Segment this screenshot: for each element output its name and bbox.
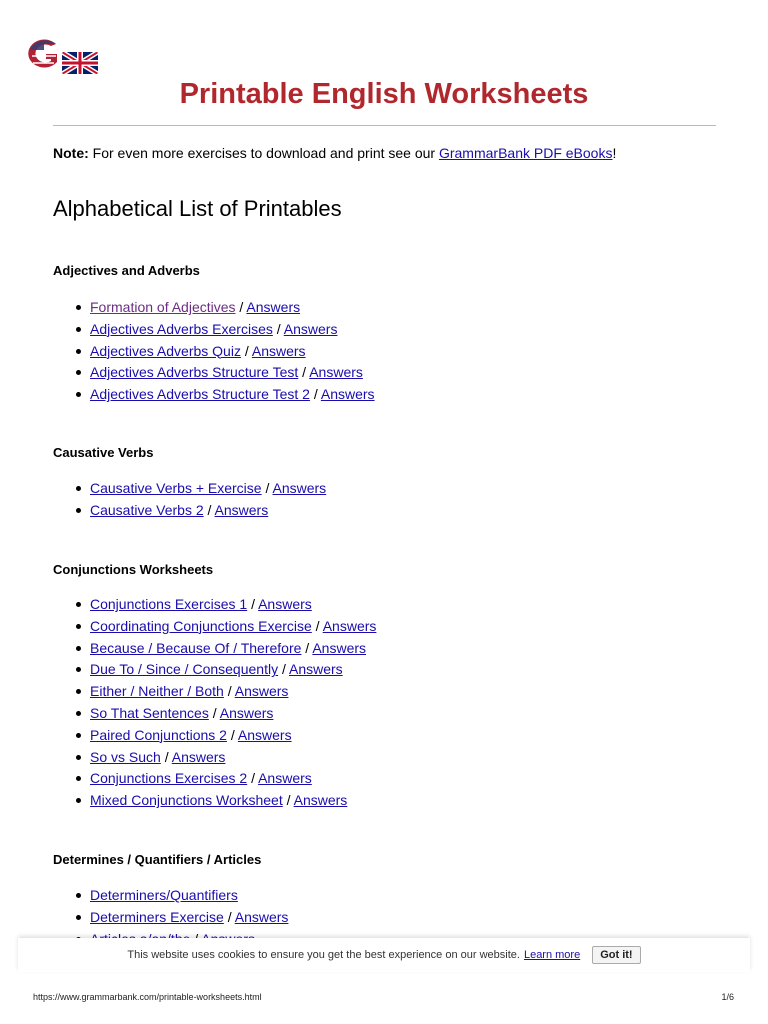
- note-suffix: !: [612, 145, 617, 161]
- worksheet-link[interactable]: Coordinating Conjunctions Exercise: [90, 617, 312, 634]
- list-item: Mixed Conjunctions Worksheet / Answers: [53, 790, 376, 812]
- answers-link[interactable]: Answers: [214, 501, 269, 518]
- worksheet-link[interactable]: Determiners Exercise: [90, 908, 224, 925]
- list-item: So That Sentences / Answers: [53, 703, 376, 725]
- worksheet-list: [53, 297, 375, 406]
- worksheet-link[interactable]: Due To / Since / Consequently: [90, 661, 279, 678]
- worksheet-link[interactable]: Because / Because Of / Therefore: [90, 639, 302, 656]
- answers-link[interactable]: Answers: [272, 480, 327, 496]
- list-item: Determiners Exercise / Answers: [53, 907, 288, 929]
- worksheet-link[interactable]: Either / Neither / Both: [90, 683, 224, 700]
- answers-link[interactable]: Answers: [171, 748, 226, 765]
- answers-link[interactable]: Answers: [283, 320, 338, 337]
- list-item: Causative Verbs 2 / Answers: [53, 500, 326, 522]
- worksheet-link[interactable]: So vs Such: [90, 748, 161, 765]
- got-it-button[interactable]: Got it!: [592, 946, 640, 964]
- answers-link[interactable]: Answers: [246, 299, 301, 315]
- worksheet-link[interactable]: Adjectives Adverbs Exercises: [90, 320, 273, 337]
- answers-link[interactable]: Answers: [288, 661, 343, 678]
- worksheet-link[interactable]: Conjunctions Exercises 1: [90, 596, 248, 612]
- section-title: Conjunctions Worksheets: [53, 562, 214, 577]
- section-title: Causative Verbs: [53, 445, 154, 460]
- worksheet-link[interactable]: Adjectives Adverbs Quiz: [90, 342, 241, 359]
- answers-link[interactable]: Answers: [258, 770, 312, 787]
- answers-link[interactable]: Answers: [234, 683, 289, 700]
- answers-link[interactable]: Answers: [251, 342, 306, 359]
- worksheet-link[interactable]: Mixed Conjunctions Worksheet: [90, 792, 283, 809]
- worksheet-link[interactable]: Conjunctions Exercises 2: [90, 770, 248, 787]
- answers-link[interactable]: Answers: [234, 908, 289, 925]
- list-item: [53, 885, 288, 907]
- worksheet-link[interactable]: Formation of Adjectives: [90, 299, 236, 315]
- worksheet-link[interactable]: Determiners/Quantifiers: [90, 887, 238, 903]
- list-item: Either / Neither / Both / Answers: [53, 681, 376, 703]
- main-heading: Alphabetical List of Printables: [53, 196, 342, 221]
- answers-link[interactable]: Answers: [219, 704, 274, 721]
- list-item: Because / Because Of / Therefore / Answers: [53, 638, 376, 660]
- list-item: Coordinating Conjunctions Exercise / Answers: [53, 616, 376, 638]
- footer-page-number: 1/6: [721, 992, 734, 1002]
- note-label: Note:: [53, 145, 89, 161]
- answers-link[interactable]: Answers: [237, 726, 292, 743]
- worksheet-link[interactable]: So That Sentences: [90, 704, 209, 721]
- answers-link[interactable]: Answers: [293, 792, 348, 809]
- answers-link[interactable]: Answers: [322, 617, 377, 634]
- answers-link[interactable]: Answers: [320, 386, 375, 403]
- worksheet-list: [53, 594, 376, 812]
- list-item: Due To / Since / Consequently / Answers: [53, 659, 376, 681]
- answers-link[interactable]: Answers: [312, 639, 367, 656]
- list-item: Adjectives Adverbs Structure Test / Answers: [53, 362, 375, 384]
- note-paragraph: [53, 145, 616, 161]
- list-item: Conjunctions Exercises 2 / Answers: [53, 768, 376, 790]
- list-item: Formation of Adjectives / Answers: [53, 297, 375, 319]
- list-item: So vs Such / Answers: [53, 747, 376, 769]
- list-item: Paired Conjunctions 2 / Answers: [53, 725, 376, 747]
- page-title: Printable English Worksheets: [179, 78, 589, 110]
- list-item: Conjunctions Exercises 1 / Answers: [53, 594, 376, 616]
- answers-link[interactable]: Answers: [309, 364, 363, 381]
- ebooks-link[interactable]: GrammarBank PDF eBooks: [438, 145, 613, 161]
- section-title: Adjectives and Adverbs: [53, 263, 200, 278]
- grammarbank-logo[interactable]: [26, 36, 100, 78]
- worksheet-link[interactable]: Adjectives Adverbs Structure Test: [90, 364, 299, 381]
- section-title: Determines / Quantifiers / Articles: [53, 852, 262, 867]
- list-item: Causative Verbs + Exercise / Answers: [53, 478, 326, 500]
- list-item: Adjectives Adverbs Exercises / Answers: [53, 319, 375, 341]
- cookie-text: This website uses cookies to ensure you get the best experience on our website.: [127, 949, 520, 961]
- worksheet-link[interactable]: Paired Conjunctions 2: [90, 726, 227, 743]
- list-item: Adjectives Adverbs Quiz / Answers: [53, 341, 375, 363]
- title-divider: [53, 125, 716, 126]
- cookie-consent-bar: [18, 938, 750, 972]
- worksheet-list: [53, 478, 326, 522]
- learn-more-link[interactable]: Learn more: [523, 949, 581, 961]
- uk-flag-icon: [62, 52, 98, 74]
- note-text: For even more exercises to download and print see our: [88, 145, 439, 161]
- list-item: Adjectives Adverbs Structure Test 2 / Answers: [53, 384, 375, 406]
- us-flag-icon: [28, 40, 57, 68]
- worksheet-link[interactable]: Causative Verbs 2: [90, 501, 204, 518]
- answers-link[interactable]: Answers: [258, 596, 312, 612]
- worksheet-link[interactable]: Causative Verbs + Exercise: [90, 480, 262, 496]
- worksheet-link[interactable]: Adjectives Adverbs Structure Test 2: [90, 386, 310, 403]
- footer-url: https://www.grammarbank.com/printable-worksheets.html: [33, 992, 262, 1002]
